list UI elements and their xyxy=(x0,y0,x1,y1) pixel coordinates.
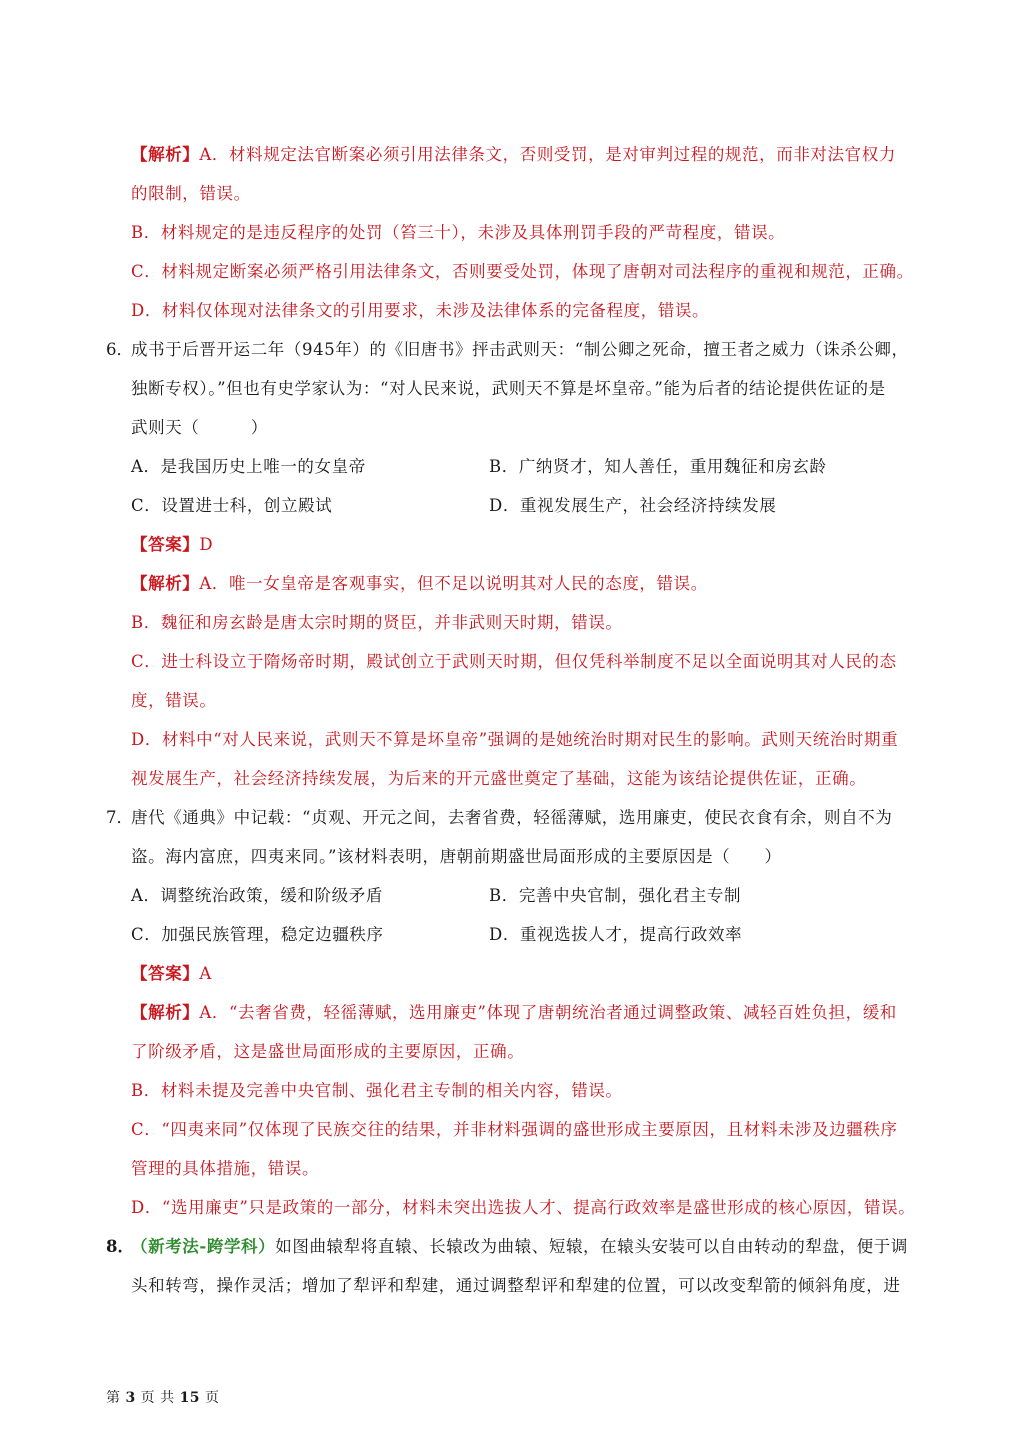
analysis-line: B．材料规定的是违反程序的处罚（笞三十），未涉及具体刑罚手段的严苛程度，错误。 xyxy=(131,223,786,242)
analysis-text: A．材料规定法官断案必须引用法律条文，否则受罚，是对审判过程的规范，而非对法官权力 xyxy=(199,145,896,164)
option-b: B．完善中央官制，强化君主专制 xyxy=(489,886,742,905)
page-footer xyxy=(106,1388,220,1408)
option-a: A．是我国历史上唯一的女皇帝 xyxy=(131,457,366,476)
analysis-line: D．“选用廉吏”只是政策的一部分，材料未突出选拔人才、提高行政效率是盛世形成的核心原因，错误。 xyxy=(131,1198,916,1217)
analysis-line: 管理的具体措施，错误。 xyxy=(131,1159,320,1178)
answer-tag: 【答案】 xyxy=(131,964,200,983)
question-stem: 独断专权）。”但也有史学家认为：“对人民来说，武则天不算是坏皇帝。”能为后者的结论提供佐证的是 xyxy=(131,379,886,398)
question-stem-text: 如图曲辕犁将直辕、长辕改为曲辕、短辕，在辕头安装可以自由转动的犁盘，便于调 xyxy=(275,1237,908,1256)
question-stem: 武则天（ ） xyxy=(131,418,268,437)
option-d: D．重视选拔人才，提高行政效率 xyxy=(489,925,743,944)
analysis-line: 视发展生产，社会经济持续发展，为后来的开元盛世奠定了基础，这能为该结论提供佐证，正确。 xyxy=(131,769,867,788)
answer-line xyxy=(131,963,212,985)
question-stem xyxy=(131,1236,908,1258)
answer-value: A xyxy=(199,964,212,983)
footer-prefix: 第 xyxy=(106,1390,121,1406)
analysis-tag: 【解析】 xyxy=(131,1003,200,1022)
analysis-tag: 【解析】 xyxy=(131,145,200,164)
analysis-line: 了阶级矛盾，这是盛世局面形成的主要原因，正确。 xyxy=(131,1042,525,1061)
question-stem: 头和转弯，操作灵活；增加了犁评和犁建，通过调整犁评和犁建的位置，可以改变犁箭的倾斜角度，进 xyxy=(131,1276,901,1295)
page-number: 3 xyxy=(125,1390,136,1406)
analysis-line xyxy=(131,573,708,595)
analysis-line xyxy=(131,1002,897,1024)
question-tag: （新考法-跨学科） xyxy=(131,1237,276,1256)
analysis-line: C．材料规定断案必须严格引用法律条文，否则要受处罚，体现了唐朝对司法程序的重视和规范，正确。 xyxy=(131,262,914,281)
analysis-tag: 【解析】 xyxy=(131,574,200,593)
analysis-line: D．材料仅体现对法律条文的引用要求，未涉及法律体系的完备程度，错误。 xyxy=(131,301,710,320)
analysis-text: A．“去奢省费，轻徭薄赋，选用廉吏”体现了唐朝统治者通过调整政策、减轻百姓负担，缓和 xyxy=(199,1003,897,1022)
option-c: C．设置进士科，创立殿试 xyxy=(131,496,333,515)
question-stem: 唐代《通典》中记载：“贞观、开元之间，去奢省费，轻徭薄赋，选用廉吏，使民衣食有余，则自不为 xyxy=(131,808,893,827)
page-total: 15 xyxy=(179,1390,201,1406)
analysis-line: B．魏征和房玄龄是唐太宗时期的贤臣，并非武则天时期，错误。 xyxy=(131,613,623,632)
answer-value: D xyxy=(199,535,214,554)
analysis-line: 的限制，错误。 xyxy=(131,184,251,203)
option-a: A．调整统治政策，缓和阶级矛盾 xyxy=(131,886,383,905)
analysis-line: D．材料中“对人民来说，武则天不算是坏皇帝”强调的是她统治时期对民生的影响。武则天统治时期重 xyxy=(131,730,899,749)
analysis-text: A．唯一女皇帝是客观事实，但不足以说明其对人民的态度，错误。 xyxy=(199,574,708,593)
question-stem: 盗。海内富庶，四夷来同。”该材料表明，唐朝前期盛世局面形成的主要原因是（ ） xyxy=(131,847,782,866)
analysis-line: C．“四夷来同”仅体现了民族交往的结果，并非材料强调的盛世形成主要原因，且材料未涉及边疆秩序 xyxy=(131,1120,898,1139)
analysis-line: B．材料未提及完善中央官制、强化君主专制的相关内容，错误。 xyxy=(131,1081,623,1100)
analysis-line xyxy=(131,144,896,166)
option-d: D．重视发展生产，社会经济持续发展 xyxy=(489,496,777,515)
answer-line xyxy=(131,534,213,556)
footer-middle: 页 共 xyxy=(140,1390,175,1406)
option-c: C．加强民族管理，稳定边疆秩序 xyxy=(131,925,384,944)
option-b: B．广纳贤才，知人善任，重用魏征和房玄龄 xyxy=(489,457,827,476)
analysis-line: 度，错误。 xyxy=(131,691,217,710)
footer-suffix: 页 xyxy=(205,1390,220,1406)
question-number: 8． xyxy=(106,1237,134,1256)
question-number: 6． xyxy=(106,340,133,359)
question-number: 7． xyxy=(106,808,133,827)
answer-tag: 【答案】 xyxy=(131,535,200,554)
question-stem: 成书于后晋开运二年（945年）的《旧唐书》抨击武则天：“制公卿之死命，擅王者之威力（诛杀公卿， xyxy=(131,340,909,359)
analysis-line: C．进士科设立于隋炀帝时期，殿试创立于武则天时期，但仅凭科举制度不足以全面说明其对人民的态 xyxy=(131,652,897,671)
